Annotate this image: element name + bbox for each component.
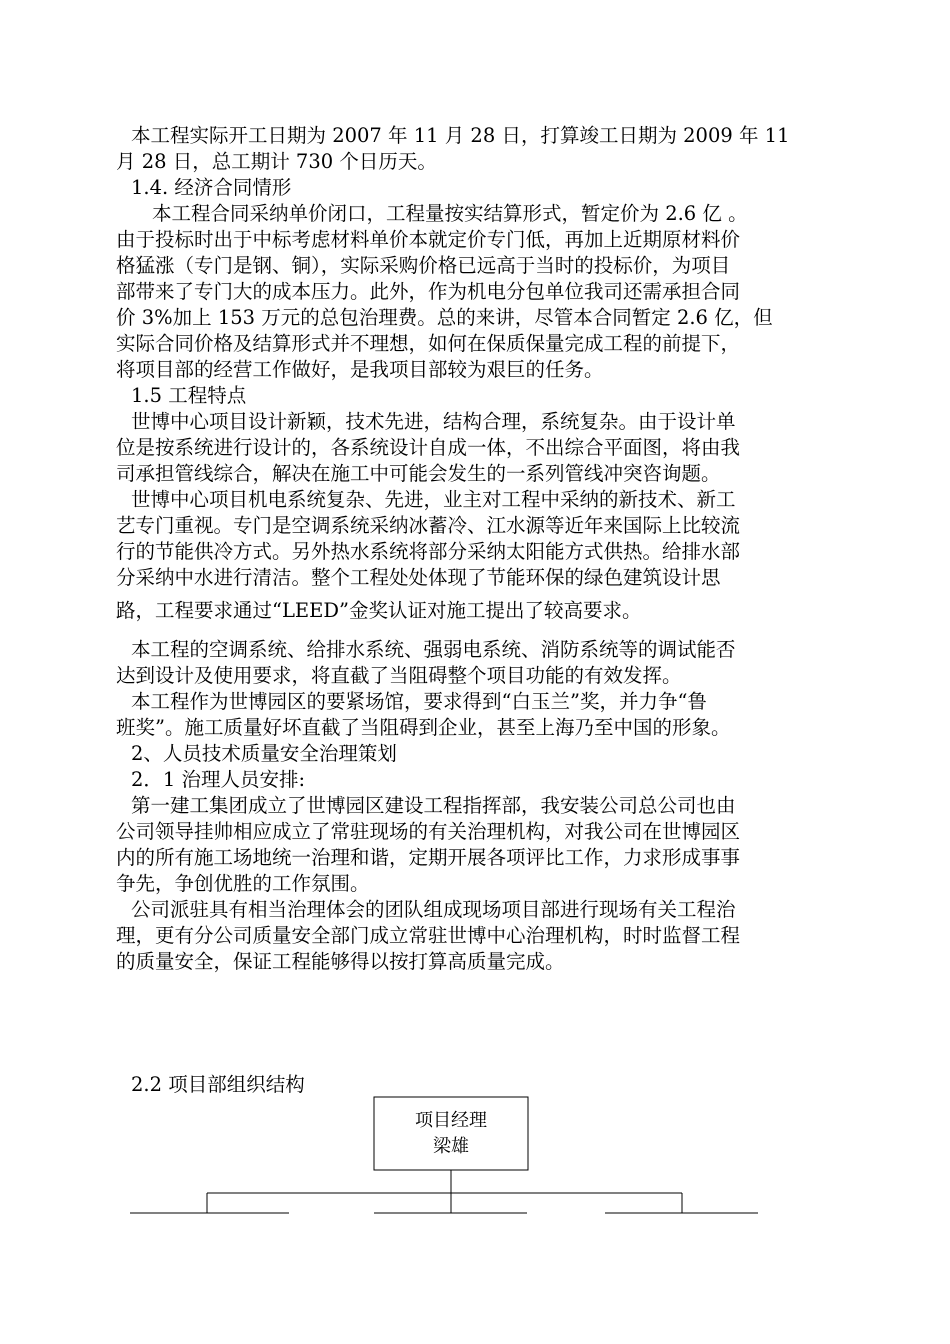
text-line-31: 理，更有分公司质量安全部门成立常驻世博中心治理机构，时时监督工程 [116,924,741,947]
text-line-1: 本工程实际开工日期为 2007 年 11 月 28 日，打算竣工日期为 2009 年 11 [131,124,790,147]
text-line-8: 价 3%加上 153 万元的总包治理费。总的来讲，尽管本合同暂定 2.6 亿，但 [116,306,773,329]
text-line-27: 公司领导挂帅相应成立了常驻现场的有关治理机构，对我公司在世博园区 [116,820,741,843]
text-line-28: 内的所有施工场地统一治理和谐，定期开展各项评比工作，力求形成事事 [116,846,741,869]
text-line-10: 将项目部的经营工作做好，是我项目部较为艰巨的任务。 [116,358,604,381]
text-line-13: 位是按系统进行设计的，各系统设计自成一体，不出综合平面图，将由我 [116,436,741,459]
text-line-23: 班奖”。施工质量好坏直截了当阻碍到企业，甚至上海乃至中国的形象。 [116,716,731,739]
text-line-18: 分采纳中水进行清洁。整个工程处处体现了节能环保的绿色建筑设计思 [116,566,721,589]
text-line-5: 由于投标时出于中标考虑材料单价本就定价专门低，再加上近期原材料价 [116,228,741,251]
text-line-14: 司承担管线综合，解决在施工中可能会发生的一系列管线冲突咨询题。 [116,462,721,485]
org-box-person-name: 梁雄 [433,1136,469,1157]
section-heading-2: 2、人员技术质量安全治理策划 [131,742,397,765]
text-line-16: 艺专门重视。专门是空调系统采纳冰蓄冷、江水源等近年来国际上比较流 [116,514,741,537]
text-line-21: 达到设计及使用要求，将直截了当阻碍整个项目功能的有效发挥。 [116,664,682,687]
section-heading-1-5: 1.5 工程特点 [131,384,247,407]
text-line-19: 路，工程要求通过“LEED”金奖认证对施工提出了较高要求。 [116,599,642,622]
text-line-32: 的质量安全，保证工程能够得以按打算高质量完成。 [116,950,565,973]
text-line-12: 世博中心项目设计新颖，技术先进，结构合理，系统复杂。由于设计单 [131,410,736,433]
text-line-2: 月 28 日，总工期计 730 个日历天。 [116,150,437,173]
text-line-20: 本工程的空调系统、给排水系统、强弱电系统、消防系统等的调试能否 [131,638,736,661]
text-line-15: 世博中心项目机电系统复杂、先进，业主对工程中采纳的新技术、新工 [131,488,736,511]
text-line-7: 部带来了专门大的成本压力。此外，作为机电分包单位我司还需承担合同 [116,280,741,303]
section-heading-1-4: 1.4. 经济合同情形 [131,176,292,199]
text-line-30: 公司派驻具有相当治理体会的团队组成现场项目部进行现场有关工程治 [131,898,736,921]
text-line-22: 本工程作为世博园区的要紧场馆，要求得到“白玉兰”奖，并力争“鲁 [131,690,707,713]
text-line-29: 争先，争创优胜的工作氛围。 [116,872,370,895]
text-line-9: 实际合同价格及结算形式并不理想，如何在保质保量完成工程的前提下， [116,332,741,355]
section-heading-2-2: 2.2 项目部组织结构 [131,1073,305,1096]
text-line-26: 第一建工集团成立了世博园区建设工程指挥部，我安装公司总公司也由 [131,794,736,817]
text-line-6: 格猛涨（专门是钢、铜），实际采购价格已远高于当时的投标价，为项目 [116,254,731,277]
section-heading-2-1: 2．1 治理人员安排: [131,768,306,791]
text-line-4: 本工程合同采纳单价闭口，工程量按实结算形式，暂定价为 2.6 亿 。 [152,202,748,225]
text-line-17: 行的节能供冷方式。另外热水系统将部分采纳太阳能方式供热。给排水部 [116,540,741,563]
org-box-title: 项目经理 [415,1110,487,1131]
